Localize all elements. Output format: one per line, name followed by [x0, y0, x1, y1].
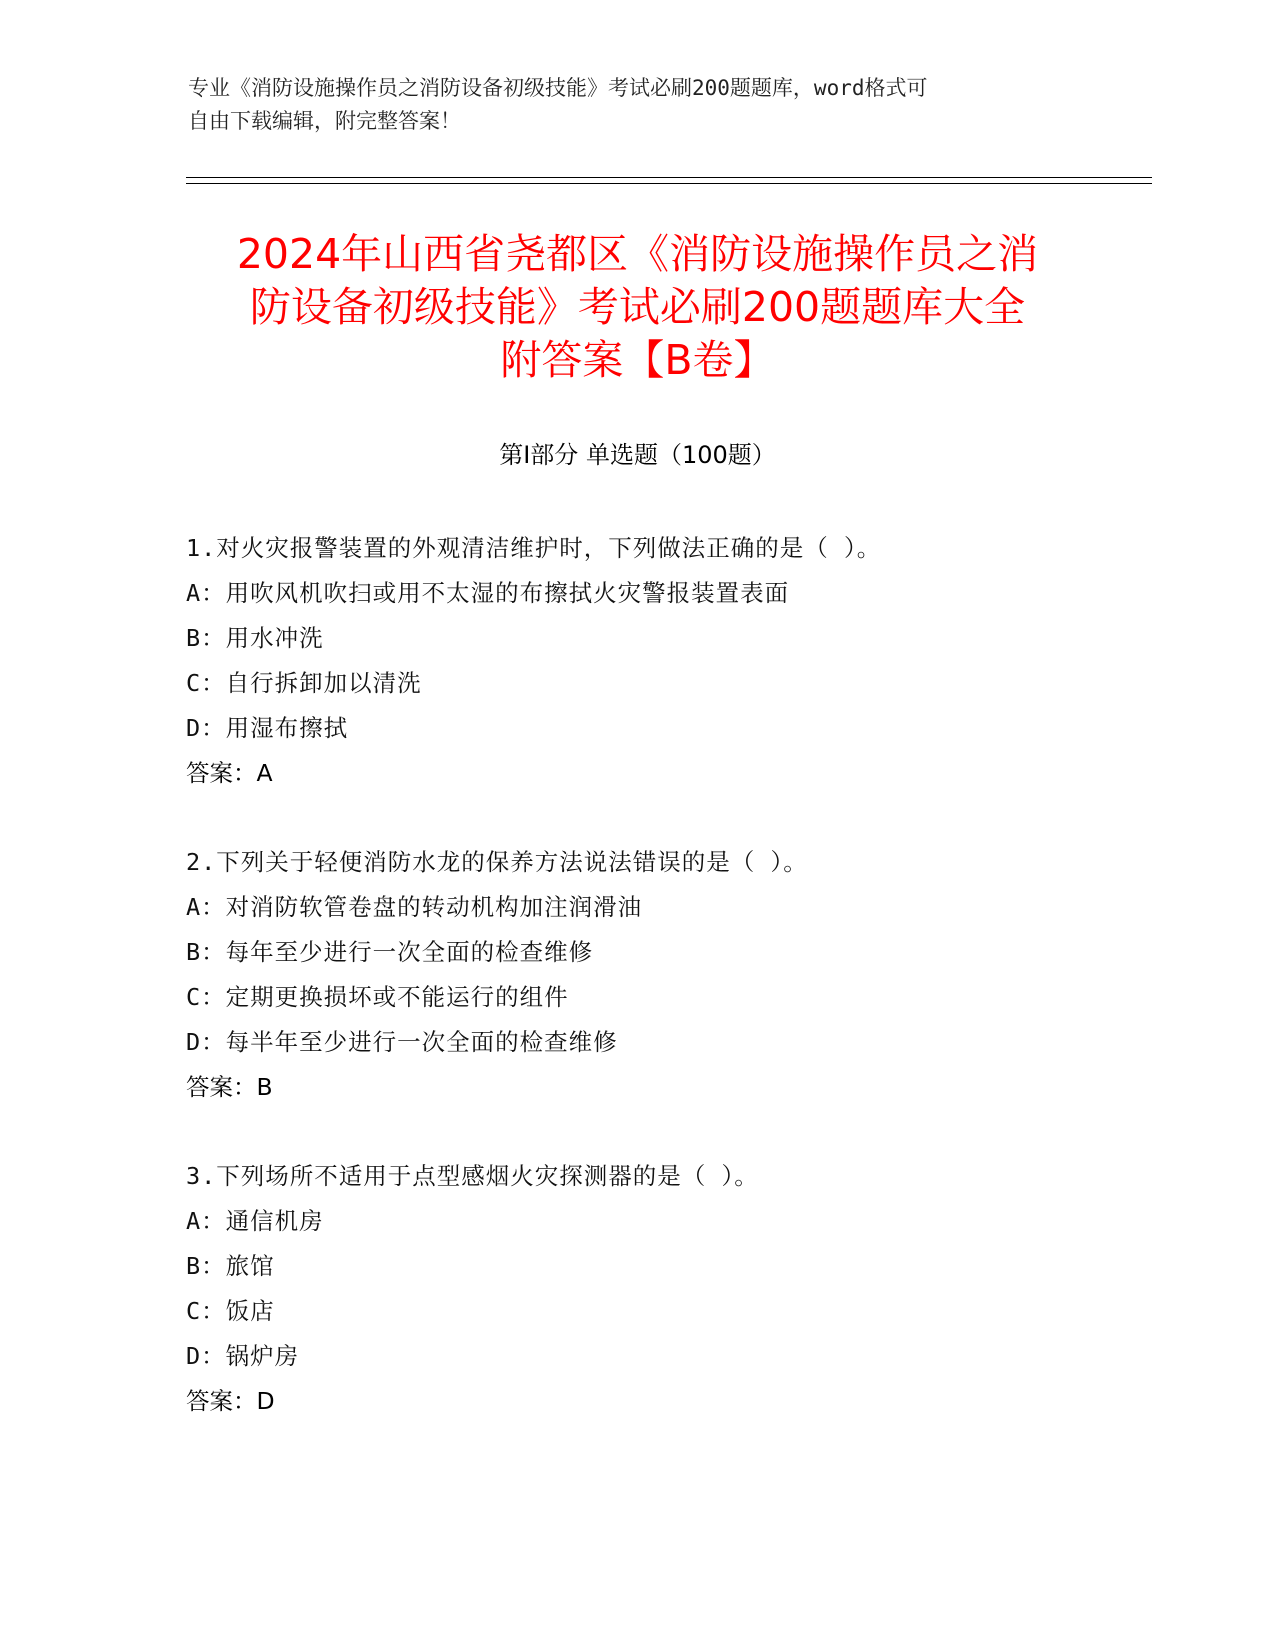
- document-title-line-3: 附答案【B卷】: [500, 336, 775, 384]
- option-c: C：饭店: [186, 1297, 275, 1325]
- question-list: [186, 526, 1146, 1468]
- question-stem: 3.下列场所不适用于点型感烟火灾探测器的是（ ）。: [186, 1162, 759, 1190]
- option-b: B：用水冲洗: [186, 624, 324, 652]
- option-d: D：锅炉房: [186, 1342, 300, 1370]
- option-a: A：通信机房: [186, 1207, 324, 1235]
- header-divider-top: [186, 177, 1152, 178]
- header-note-line-1: 专业《消防设施操作员之消防设备初级技能》考试必刷200题题库，word格式可: [188, 76, 928, 100]
- option-b: B：旅馆: [186, 1252, 275, 1280]
- header-note: [188, 72, 1088, 138]
- answer-line: 答案：B: [186, 1073, 273, 1101]
- document-title-line-2: 防设备初级技能》考试必刷200题题库大全: [249, 283, 1026, 331]
- question-item: [186, 526, 1146, 796]
- option-a: A：用吹风机吹扫或用不太湿的布擦拭火灾警报装置表面: [186, 579, 790, 607]
- option-d: D：每半年至少进行一次全面的检查维修: [186, 1028, 618, 1056]
- question-item: [186, 840, 1146, 1110]
- question-stem: 2.下列关于轻便消防水龙的保养方法说法错误的是（ ）。: [186, 848, 808, 876]
- answer-line: 答案：A: [186, 759, 273, 787]
- option-a: A：对消防软管卷盘的转动机构加注润滑油: [186, 893, 643, 921]
- option-c: C：定期更换损坏或不能运行的组件: [186, 983, 569, 1011]
- question-stem: 1.对火灾报警装置的外观清洁维护时，下列做法正确的是（ ）。: [186, 534, 882, 562]
- answer-line: 答案：D: [186, 1387, 275, 1415]
- section-heading: 第I部分 单选题（100题）: [499, 441, 776, 469]
- document-title-line-1: 2024年山西省尧都区《消防设施操作员之消: [236, 230, 1039, 278]
- option-c: C：自行拆卸加以清洗: [186, 669, 422, 697]
- option-b: B：每年至少进行一次全面的检查维修: [186, 938, 594, 966]
- question-item: [186, 1154, 1146, 1424]
- option-d: D：用湿布擦拭: [186, 714, 349, 742]
- header-divider-bottom: [186, 183, 1152, 184]
- document-title: [120, 228, 1155, 387]
- header-note-line-2: 自由下载编辑，附完整答案！: [188, 109, 461, 133]
